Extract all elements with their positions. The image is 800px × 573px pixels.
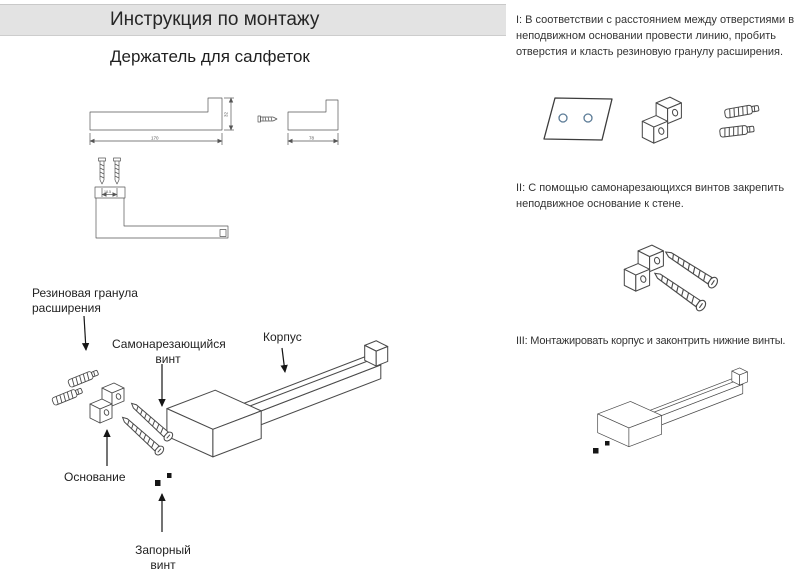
base-drawing	[642, 97, 681, 143]
drill-hole-icon	[584, 114, 592, 122]
screw-icon	[258, 116, 277, 122]
product-subtitle: Держатель для салфеток	[110, 47, 310, 66]
step-1-illustration	[528, 88, 778, 166]
screw-icon	[119, 414, 165, 457]
drill-hole-icon	[559, 114, 567, 122]
label-line: Самонарезающийся	[112, 337, 226, 351]
step-3-text: III: Монтажировать корпус и законтрить нижние винты.	[516, 335, 786, 347]
holder-body-drawing	[598, 368, 748, 447]
dim-height: 32	[223, 111, 229, 117]
dowel-icon	[724, 104, 759, 119]
technical-drawing	[55, 90, 355, 255]
top-view-drawing	[95, 158, 228, 238]
label-base: Основание	[64, 470, 126, 484]
base-drawing	[90, 383, 124, 423]
screw-icon	[114, 158, 121, 184]
page-title: Инструкция по монтажу	[110, 9, 320, 30]
side-view-drawing	[258, 100, 338, 145]
label-line: Резиновая гранула	[32, 286, 138, 300]
front-view-drawing	[90, 98, 234, 145]
label-rubber-granule	[32, 286, 138, 316]
locking-screw-icon	[155, 480, 161, 486]
dimension-values	[104, 111, 315, 194]
exploded-diagram	[25, 280, 405, 572]
locking-screw-icon	[605, 441, 610, 446]
step-2-text: II: С помощью самонарезающихся винтов закрепить неподвижное основание к стене.	[516, 182, 785, 210]
dim-hole-spacing: 18.5	[104, 190, 111, 194]
label-line: Запорный	[135, 543, 191, 557]
step-1-text: I: В соответствии с расстоянием между отверстиями в неподвижном основании провести линию, пробить отверстия и класть резиновую гранулу расширения.	[516, 14, 795, 58]
label-self-tapping-screw	[112, 337, 224, 367]
locking-screw-icon	[593, 448, 599, 454]
dowel-icon	[68, 369, 100, 388]
base-drawing	[624, 245, 663, 291]
dowel-icon	[52, 387, 84, 406]
title-band	[0, 4, 506, 36]
label-line: винт	[155, 352, 181, 366]
label-body: Корпус	[263, 330, 302, 344]
label-line: расширения	[32, 301, 101, 315]
step-2-illustration	[600, 222, 775, 324]
step-3-illustration	[578, 350, 790, 477]
dowel-icon	[719, 124, 754, 137]
label-locking-screw	[132, 543, 194, 573]
dim-depth: 78	[309, 135, 315, 141]
locking-screw-icon	[167, 473, 172, 478]
dim-length: 170	[151, 135, 159, 141]
wall-plate-drawing	[544, 98, 612, 140]
screw-icon	[99, 158, 106, 184]
label-line: винт	[150, 558, 176, 572]
